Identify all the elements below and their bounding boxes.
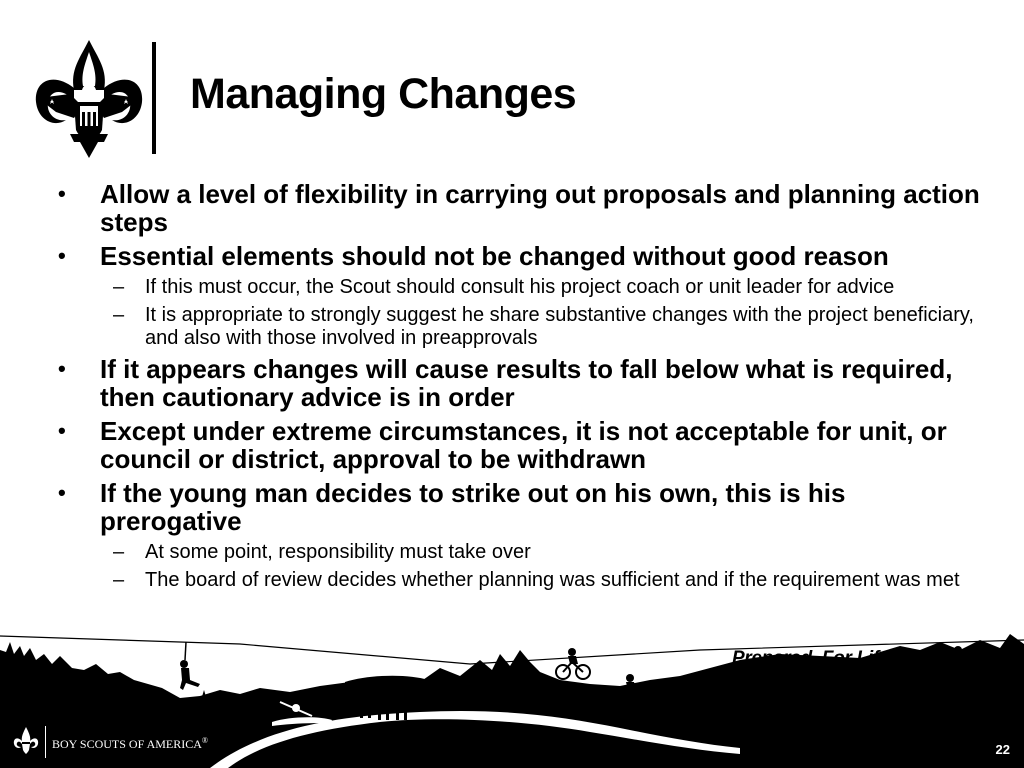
- brand-text: BOY SCOUTS OF AMERICA: [52, 737, 202, 751]
- bsa-fleur-de-lis-eagle-icon: [30, 38, 148, 160]
- bullet-marker: •: [58, 418, 66, 443]
- trademark-mark: ™: [894, 648, 903, 659]
- registered-mark: ®: [201, 736, 208, 745]
- sub-bullet-text: At some point, responsibility must take over: [145, 541, 531, 563]
- sub-bullet-marker: –: [113, 276, 125, 298]
- sub-bullet-item: [58, 304, 988, 350]
- brand-divider: [45, 726, 46, 758]
- sub-bullet-text: It is appropriate to strongly suggest he share substantive changes with the project beneficiary, and also with those involved in preapprovals: [145, 304, 974, 349]
- bullet-item: [58, 180, 988, 236]
- sub-bullet-item: [58, 569, 988, 592]
- sub-bullet-text: If this must occur, the Scout should consult his project coach or unit leader for advice: [145, 276, 895, 298]
- sub-bullet-item: [58, 276, 988, 299]
- slide-code: 9.0.2.7: [732, 672, 778, 689]
- page-number: 22: [995, 742, 1010, 757]
- hiker-left-figure: [222, 692, 230, 716]
- bullet-item: [58, 417, 988, 473]
- bullet-text: If it appears changes will cause results to fall below what is required, then cautionary advice is in order: [100, 354, 953, 412]
- bullet-item: [58, 355, 988, 411]
- bsa-fleur-de-lis-icon: [12, 726, 40, 756]
- sub-bullet-marker: –: [113, 569, 125, 591]
- bullet-text: Except under extreme circumstances, it is not acceptable for unit, or council or district, approval to be withdrawn: [100, 416, 947, 474]
- bullet-item: [58, 479, 988, 535]
- page-title: Managing Changes: [190, 70, 577, 118]
- bullet-text: Allow a level of flexibility in carrying out proposals and planning action steps: [100, 179, 980, 237]
- brand-name: [52, 736, 208, 752]
- sub-bullet-text: The board of review decides whether planning was sufficient and if the requirement was met: [145, 569, 960, 591]
- bullet-item: [58, 242, 988, 270]
- bullet-text: Essential elements should not be changed without good reason: [100, 241, 889, 271]
- title-divider: [152, 42, 156, 154]
- bullet-marker: •: [58, 356, 66, 381]
- bullet-list: [58, 180, 988, 597]
- brand-tagline: [732, 648, 903, 670]
- bullet-marker: •: [58, 181, 66, 206]
- sub-bullet-marker: –: [113, 541, 125, 563]
- sub-bullet-item: [58, 541, 988, 564]
- mountain-biker-figure-1: [556, 648, 590, 679]
- sub-bullet-marker: –: [113, 304, 125, 326]
- bullet-marker: •: [58, 243, 66, 268]
- bullet-marker: •: [58, 480, 66, 505]
- zipline-rider-figure: [180, 642, 200, 690]
- tagline-text: Prepared. For Life.: [732, 648, 895, 669]
- bullet-text: If the young man decides to strike out on his own, this is his prerogative: [100, 478, 846, 536]
